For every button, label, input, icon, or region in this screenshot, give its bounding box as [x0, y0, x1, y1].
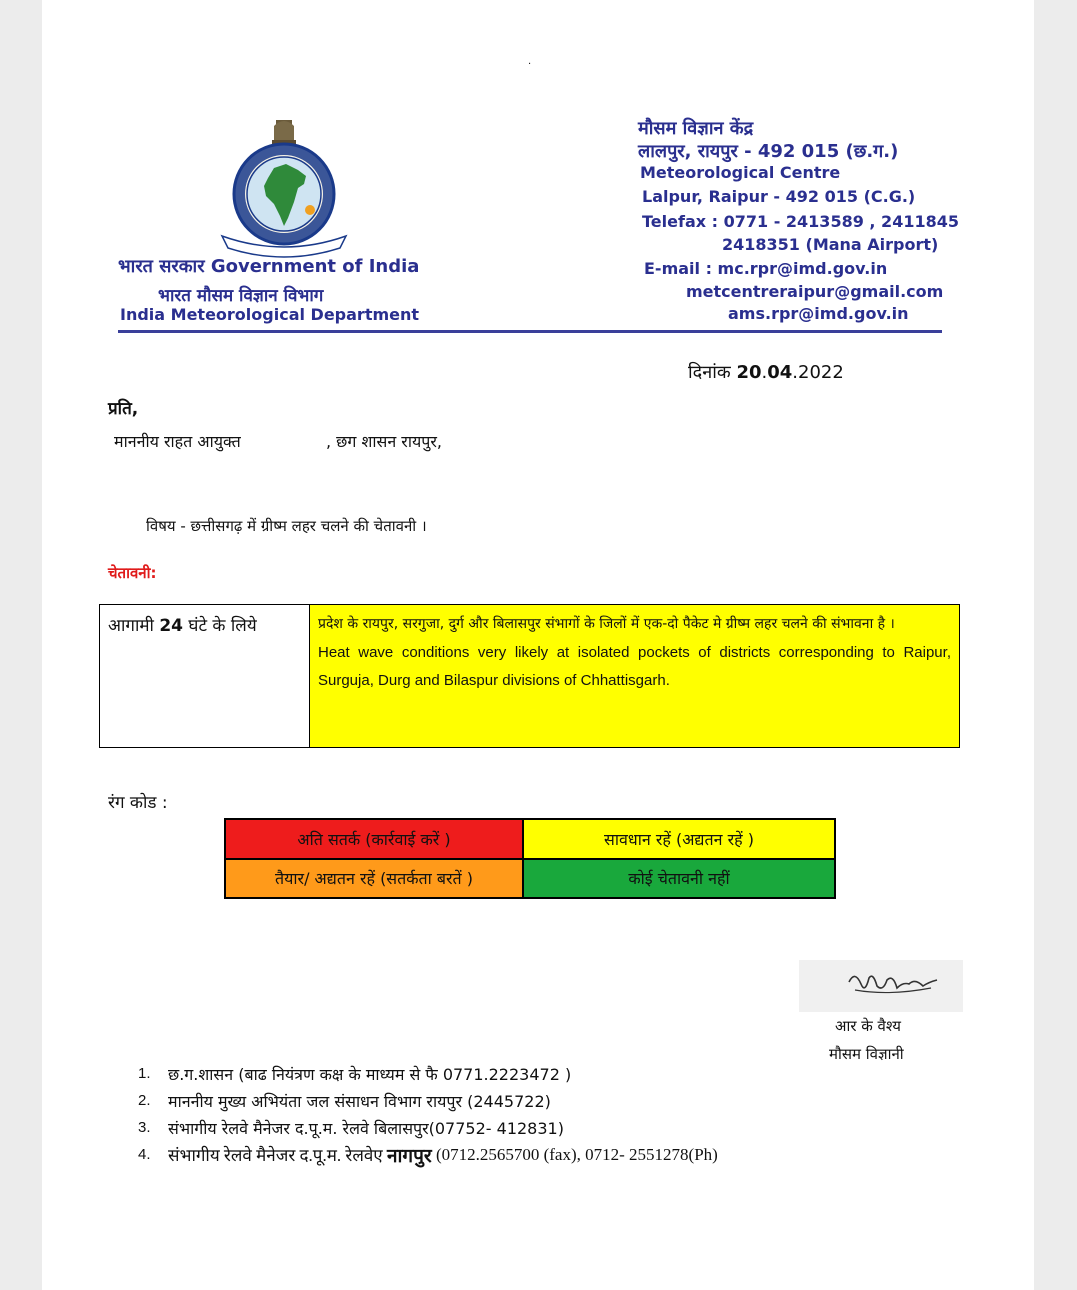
- list-item: 3. संभागीय रेलवे मैनेजर द.पू.म. रेलवे बिलासपुर(07752- 412831): [138, 1118, 564, 1138]
- warning-table: [99, 604, 960, 748]
- color-yellow-cell: सावधान रहें (अद्यतन रहें ): [523, 819, 835, 859]
- met-centre-english: Meteorological Centre: [640, 163, 841, 182]
- list-item: 1. छ.ग.शासन (बाढ नियंत्रण कक्ष के माध्यम से फै 0771.2223472 ): [138, 1064, 572, 1084]
- color-code-table: [224, 818, 836, 899]
- warning-text-english: Heat wave conditions very likely at isolated pockets of districts corresponding to Raipur, Surguja, Durg and Bilaspur divisions of Chhattisgarh.: [318, 644, 951, 689]
- color-code-label: रंग कोड :: [108, 793, 168, 813]
- imd-hindi-line: भारत मौसम विज्ञान विभाग: [158, 286, 324, 306]
- address-hindi: लालपुर, रायपुर - 492 015 (छ.ग.): [638, 141, 899, 162]
- address-english: Lalpur, Raipur - 492 015 (C.G.): [642, 187, 916, 206]
- signature-image: [799, 960, 963, 1012]
- govt-of-india-line: भारत सरकार Government of India: [118, 256, 420, 277]
- imd-emblem-icon: [214, 118, 354, 258]
- list-item: 4. संभागीय रेलवे मैनेजर द.पू.म. रेलवेए नागपुर (0712.2565700 (fax), 0712- 2551278(Ph): [138, 1144, 718, 1167]
- airport-phone-line: 2418351 (Mana Airport): [722, 235, 939, 254]
- email-line: E-mail : mc.rpr@imd.gov.in: [644, 259, 888, 278]
- email-gmail: metcentreraipur@gmail.com: [686, 282, 944, 301]
- color-green-cell: कोई चेतावनी नहीं: [523, 859, 835, 899]
- signatory-name: आर के वैश्य: [835, 1017, 901, 1035]
- warning-text-hindi: प्रदेश के रायपुर, सरगुजा, दुर्ग और बिलासपुर संभागों के जिलों में एक-दो पैकेट मे ग्रीष्म लहर चलने की संभावना है ।: [318, 616, 895, 632]
- subject-line: विषय - छत्तीसगढ़ में ग्रीष्म लहर चलने की चेतावनी ।: [146, 517, 427, 535]
- recipient-title: माननीय राहत आयुक्त: [114, 432, 241, 451]
- warning-heading: चेतावनी:: [108, 564, 157, 582]
- stray-dot: .: [528, 56, 532, 67]
- signatory-title: मौसम विज्ञानी: [829, 1045, 904, 1063]
- color-orange-cell: तैयार/ अद्यतन रहें (सतर्कता बरतें ): [225, 859, 523, 899]
- color-red-cell: अति सतर्क (कार्रवाई करें ): [225, 819, 523, 859]
- letter-date: दिनांक 20.04.2022: [688, 362, 844, 383]
- warning-text-cell: [310, 605, 959, 747]
- salutation-to: प्रति,: [108, 399, 139, 419]
- recipient-office: , छग शासन रायपुर,: [326, 432, 442, 451]
- email-ams: ams.rpr@imd.gov.in: [728, 304, 909, 323]
- telefax-line: Telefax : 0771 - 2413589 , 2411845: [642, 212, 959, 231]
- document-page: [42, 0, 1034, 1290]
- imd-english-line: India Meteorological Department: [120, 305, 420, 324]
- list-item: 2. माननीय मुख्य अभियंता जल संसाधन विभाग रायपुर (2445722): [138, 1091, 551, 1111]
- met-centre-hindi: मौसम विज्ञान केंद्र: [638, 118, 754, 139]
- letterhead-rule: [118, 330, 942, 333]
- copy-to-list: [138, 1060, 718, 1168]
- warning-period: आगामी 24 घंटे के लिये: [100, 605, 310, 747]
